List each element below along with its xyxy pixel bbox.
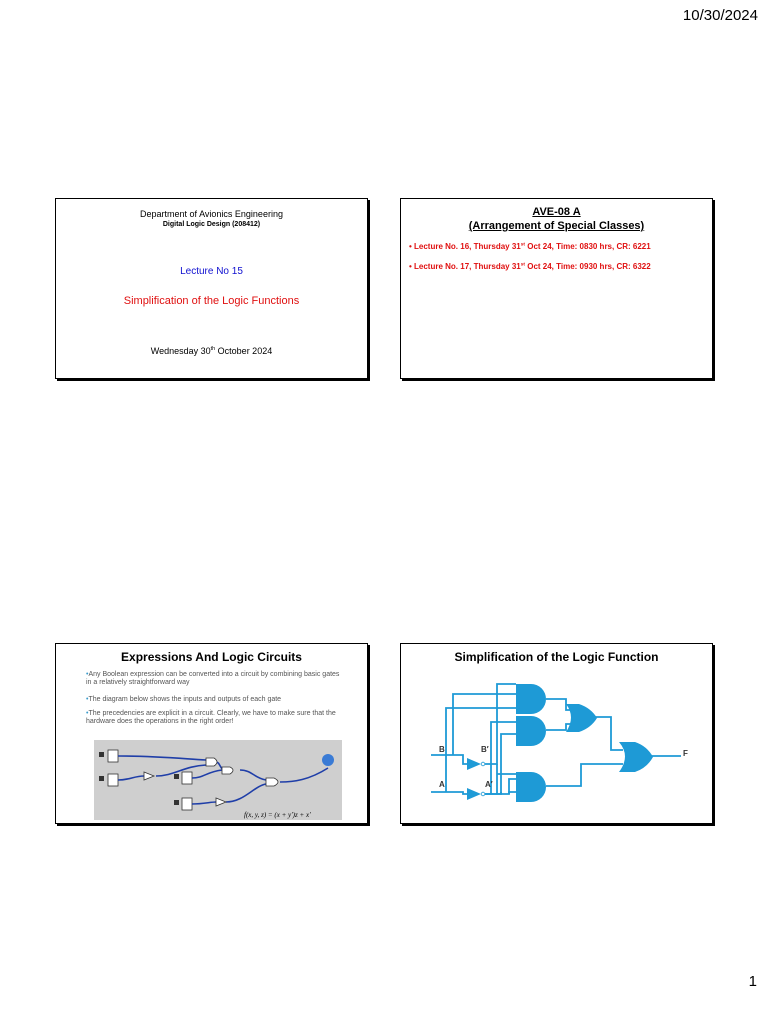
bullet-item: • Any Boolean expression can be converted into a circuit by combining basic gates in a relatively straightforward way — [86, 671, 346, 687]
slide-simplification — [400, 643, 713, 824]
and-gate-2 — [516, 716, 546, 746]
lecture-date: Wednesday 30th October 2024 — [150, 346, 273, 356]
and-gate-1 — [222, 767, 233, 774]
switch-y — [108, 774, 118, 786]
or-gate-1 — [566, 704, 597, 732]
not-gate-b — [467, 758, 481, 770]
bullet-item: • The precedencies are explicit in a circuit. Clearly, we have to make sure that the hardware does the operations in the right order! — [86, 710, 346, 726]
class-item: • Lecture No. 17, Thursday 31st Oct 24, Time: 0930 hrs, CR: 6322 — [409, 262, 651, 271]
slide-heading: Simplification of the Logic Function — [454, 650, 659, 664]
label-f: F — [683, 749, 688, 758]
slide-title — [55, 198, 368, 379]
label-a: A — [439, 780, 445, 789]
switch-z — [182, 772, 192, 784]
lecture-title: Simplification of the Logic Functions — [123, 295, 300, 307]
not-gate-a — [467, 788, 481, 800]
course-name: Digital Logic Design (208412) — [162, 221, 261, 228]
slide-heading: Expressions And Logic Circuits — [121, 650, 302, 664]
circuit-formula: f(x, y, z) = (x + y′)z + x′ — [244, 811, 311, 819]
circuit-drawing — [94, 740, 342, 820]
slide-special-classes — [400, 198, 713, 379]
lecture-number: Lecture No 15 — [180, 266, 243, 277]
circuit-diagram — [94, 740, 342, 820]
and-gate-3 — [516, 772, 546, 802]
label-a-not: A′ — [485, 780, 493, 789]
not-gate-x — [216, 798, 226, 806]
or-gate-1 — [206, 758, 217, 766]
slide-heading: AVE-08 A — [532, 206, 581, 218]
label-b: B — [439, 745, 445, 754]
class-item: • Lecture No. 16, Thursday 31st Oct 24, Time: 0830 hrs, CR: 6221 — [409, 242, 651, 251]
page-number: 1 — [748, 973, 757, 990]
slide-subheading: (Arrangement of Special Classes) — [468, 220, 645, 232]
output-bulb-icon — [322, 754, 334, 766]
not-gate-y — [144, 772, 154, 780]
department-name: Department of Avionics Engineering — [140, 209, 283, 219]
print-date: 10/30/2024 — [682, 7, 758, 24]
label-b-not: B′ — [481, 745, 489, 754]
switch-x2 — [182, 798, 192, 810]
or-gate-2 — [266, 778, 278, 786]
bullet-item: • The diagram below shows the inputs and outputs of each gate — [86, 696, 346, 704]
logic-circuit-diagram — [401, 644, 713, 824]
slide-expressions-circuits — [55, 643, 368, 824]
switch-x — [108, 750, 118, 762]
and-gate-1 — [516, 684, 546, 714]
or-gate-2 — [619, 742, 653, 772]
